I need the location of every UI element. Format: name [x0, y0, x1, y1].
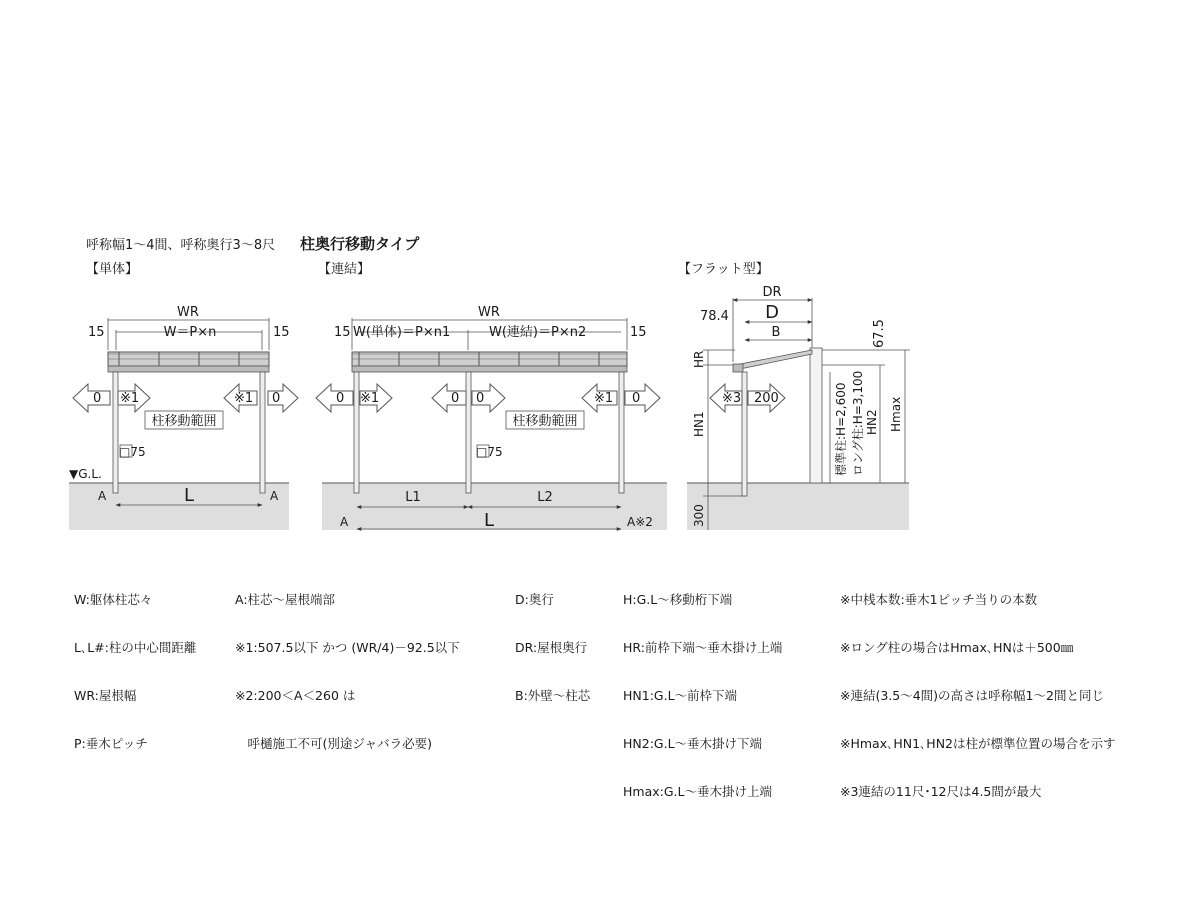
legend-item: Hmax:G.L～垂木掛け上端 — [623, 784, 772, 799]
legend-notes-b — [840, 560, 1116, 816]
a-right-label: A※2 — [627, 515, 653, 529]
arrow-value: 0 — [272, 391, 281, 406]
single-diagram — [69, 261, 298, 530]
legend-item: ※3連結の11尺･12尺は4.5間が最大 — [840, 784, 1042, 799]
l1-label: L1 — [405, 490, 421, 505]
legend-item: B:外壁～柱芯 — [515, 688, 591, 703]
legend-item: ※連結(3.5～4間)の高さは呼称幅1～2間と同じ — [840, 688, 1104, 703]
hn1-label: HN1 — [692, 411, 706, 437]
legend-depth — [515, 560, 590, 720]
linked-label: 【連結】 — [318, 262, 371, 277]
embed-label: 300 — [692, 504, 706, 527]
arrow-value: 0 — [336, 391, 345, 406]
arrow-value: 0 — [632, 391, 641, 406]
legend-item: HN2:G.L～垂木掛け下端 — [623, 736, 763, 751]
edge-right: 15 — [273, 325, 290, 340]
move-arrow — [625, 384, 660, 412]
post-left — [354, 372, 359, 493]
post-size-label: □75 — [476, 445, 503, 459]
gl-label: ▼G.L. — [69, 467, 102, 481]
legend-item: ※中桟本数:垂木1ピッチ当りの本数 — [840, 592, 1038, 607]
legend-item: D:奥行 — [515, 592, 554, 607]
legend-item: 呼樋施工不可(別途ジャバラ必要) — [235, 736, 433, 751]
post-side — [742, 372, 747, 496]
legend-item: A:柱芯～屋根端部 — [235, 592, 336, 607]
l-label: L — [483, 510, 495, 531]
single-label: 【単体】 — [86, 262, 139, 277]
front-beam — [108, 366, 269, 372]
move-range-label: 柱移動範囲 — [512, 414, 578, 429]
a-left-label: A — [340, 515, 349, 529]
std-post-label: 標準柱:H=2,600 — [834, 382, 848, 476]
post-middle — [466, 372, 471, 493]
legend-item: W:躯体柱芯々 — [74, 592, 153, 607]
hr-label: HR — [692, 350, 706, 368]
move-range-label: 柱移動範囲 — [151, 414, 217, 429]
dr-label: DR — [762, 285, 782, 300]
move-arrow — [432, 384, 466, 412]
front-beam — [352, 366, 627, 372]
post-right — [260, 372, 265, 493]
wall — [810, 348, 822, 483]
arrow-value: 200 — [754, 391, 779, 406]
header-subtitle: 呼称幅1～4間、呼称奥行3～8尺 — [86, 238, 276, 253]
arrow-note: ※1 — [234, 391, 254, 406]
legend-item: DR:屋根奥行 — [515, 640, 588, 655]
flat-diagram — [678, 261, 910, 530]
roof-panel — [352, 352, 627, 366]
legend-item: H:G.L～移動桁下端 — [623, 592, 733, 607]
arrow-value: 0 — [93, 391, 102, 406]
arrow-note: ※1 — [594, 391, 614, 406]
roof-panel — [108, 352, 269, 366]
edge-left: 15 — [88, 325, 105, 340]
l-label: L — [183, 485, 195, 506]
legend-item: L､L#:柱の中心間距離 — [74, 640, 197, 655]
flat-label: 【フラット型】 — [678, 262, 769, 277]
post-size-label: □75 — [119, 445, 146, 459]
hmax-label: Hmax — [889, 396, 903, 432]
post-left — [113, 372, 118, 493]
wr-label: WR — [478, 305, 500, 320]
edge-right: 15 — [630, 325, 647, 340]
arrow-note: ※1 — [360, 391, 380, 406]
legend-notes-a — [235, 560, 460, 768]
ground-band — [687, 483, 909, 530]
arrow-note: ※3 — [722, 391, 742, 406]
legend-item: ※1:507.5以下 かつ (WR/4)－92.5以下 — [235, 640, 460, 655]
post-right — [619, 372, 624, 493]
legend-item: ※ロング柱の場合はHmax､HNは＋500㎜ — [840, 640, 1074, 655]
move-arrow — [316, 384, 353, 412]
roof-side — [735, 350, 812, 370]
legend-heights — [623, 560, 782, 816]
a-left-label: A — [98, 489, 107, 503]
front-frame — [733, 364, 743, 372]
legend-item: ※2:200＜A＜260 は — [235, 688, 356, 703]
ground-band — [322, 483, 667, 530]
legend-item: WR:屋根幅 — [74, 688, 137, 703]
arrow-note: ※1 — [120, 391, 140, 406]
d-label: D — [765, 302, 779, 323]
a-right-label: A — [270, 489, 279, 503]
offset-label: 78.4 — [700, 309, 729, 324]
top-dim-label: 67.5 — [872, 319, 887, 348]
linked-diagram — [316, 261, 667, 531]
hn2-label: HN2 — [865, 409, 879, 435]
legend-definitions — [74, 560, 196, 768]
header-title: 柱奥行移動タイプ — [300, 235, 420, 253]
legend-item: HN1:G.L～前枠下端 — [623, 688, 738, 703]
l2-label: L2 — [537, 490, 553, 505]
long-post-label: ロング柱:H=3,100 — [851, 370, 865, 476]
wr-label: WR — [177, 305, 199, 320]
w-single-formula: W(単体)＝P×n1 — [353, 325, 451, 340]
arrow-value: 0 — [476, 391, 485, 406]
move-arrow-left — [73, 384, 110, 412]
w-linked-formula: W(連結)＝P×n2 — [489, 325, 587, 340]
legend-item: P:垂木ピッチ — [74, 736, 148, 751]
b-label: B — [771, 325, 781, 340]
legend-item: ※Hmax､HN1､HN2は柱が標準位置の場合を示す — [840, 736, 1116, 751]
arrow-value: 0 — [451, 391, 460, 406]
w-formula: W＝P×n — [163, 325, 217, 340]
edge-left: 15 — [334, 325, 351, 340]
legend-item: HR:前枠下端～垂木掛け上端 — [623, 640, 783, 655]
